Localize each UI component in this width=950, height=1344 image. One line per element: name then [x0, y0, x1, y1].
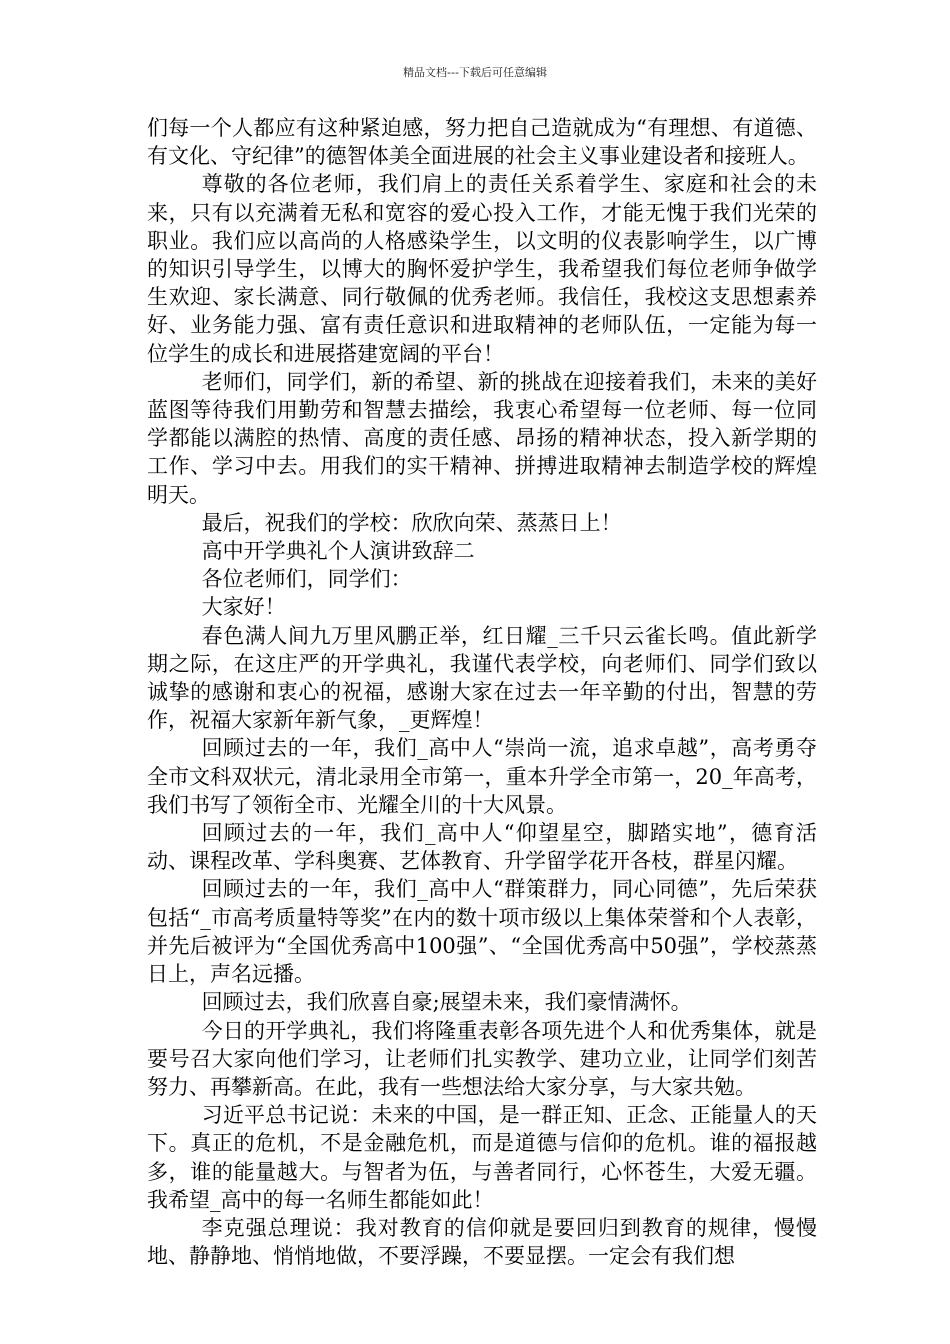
paragraph-9: 回顾过去的一年，我们_高中人“崇尚一流，追求卓越”，高考勇夺全市文科双状元，清北录用全市第一，重本升学全市第一，20_年高考，我们书写了领衔全市、光耀全川的十大风景。	[147, 736, 817, 817]
paragraph-8: 春色满人间九万里风鹏正举，红日耀_三千只云雀长鸣。值此新学期之际，在这庄严的开学典礼，我谨代表学校，向老师们、同学们致以诚挚的感谢和衷心的祝福，感谢大家在过去一年辛勤的付出，智慧的劳作，祝福大家新年新气象，_更辉煌！	[147, 623, 817, 733]
paragraph-1: 们每一个人都应有这种紧迫感，努力把自己造就成为“有理想、有道德、有文化、守纪律”的德智体美全面进展的社会主义事业建设者和接班人。	[147, 116, 817, 169]
section-title: 高中开学典礼个人演讲致辞二	[201, 539, 475, 564]
paragraph-3: 老师们，同学们，新的希望、新的挑战在迎接着我们，未来的美好蓝图等待我们用勤劳和智慧去描绘，我衷心希望每一位老师、每一位同学都能以满腔的热情、高度的责任感、昂扬的精神状态，投入新学期的工作、学习中去。用我们的实干精神、拼搏进取精神去制造学校的辉煌明天。	[147, 369, 817, 507]
paragraph-13: 今日的开学典礼，我们将隆重表彰各项先进个人和优秀集体，就是要号召大家向他们学习，让老师们扎实教学、建功立业，让同学们刻苦努力、再攀新高。在此，我有一些想法给大家分享，与大家共勉。	[147, 1018, 817, 1099]
paragraph-11: 回顾过去的一年，我们_高中人“群策群力，同心同德”，先后荣获包括“_市高考质量特等奖”在内的数十项市级以上集体荣誉和个人表彰，并先后被评为“全国优秀高中100强”、“全国优秀高中50强”，学校蒸蒸日上，声名远播。	[147, 877, 817, 987]
paragraph-12: 回顾过去，我们欣喜自豪;展望未来，我们豪情满怀。	[201, 990, 692, 1015]
page-header: 精品文档---下载后可任意编辑	[403, 66, 547, 79]
document-body	[147, 114, 817, 1270]
paragraph-10: 回顾过去的一年，我们_高中人“仰望星空，脚踏实地”，德育活动、课程改革、学科奥赛、艺体教育、升学留学花开各枝，群星闪耀。	[147, 821, 817, 874]
greeting: 大家好！	[201, 595, 286, 620]
paragraph-14: 习近平总书记说：未来的中国，是一群正知、正念、正能量人的天下。真正的危机，不是金融危机，而是道德与信仰的危机。谁的福报越多，谁的能量越大。与智者为伍，与善者同行，心怀苍生，大爱无疆。我希望_高中的每一名师生都能如此！	[147, 1103, 817, 1212]
paragraph-2: 尊敬的各位老师，我们肩上的责任关系着学生、家庭和社会的未来，只有以充满着无私和宽容的爱心投入工作，才能无愧于我们光荣的职业。我们应以高尚的人格感染学生，以文明的仪表影响学生，以广博的知识引导学生，以博大的胸怀爱护学生，我希望我们每位老师争做学生欢迎、家长满意、同行敬佩的优秀老师。我信任，我校这支思想素养好、业务能力强、富有责任意识和进取精神的老师队伍，一定能为每一位学生的成长和进展搭建宽阔的平台！	[147, 172, 817, 366]
paragraph-15: 李克强总理说：我对教育的信仰就是要回归到教育的规律，慢慢地、静静地、悄悄地做，不要浮躁，不要显摆。一定会有我们想	[147, 1215, 817, 1269]
salutation: 各位老师们，同学们：	[201, 567, 412, 592]
paragraph-4: 最后，祝我们的学校：欣欣向荣、蒸蒸日上！	[201, 510, 622, 535]
